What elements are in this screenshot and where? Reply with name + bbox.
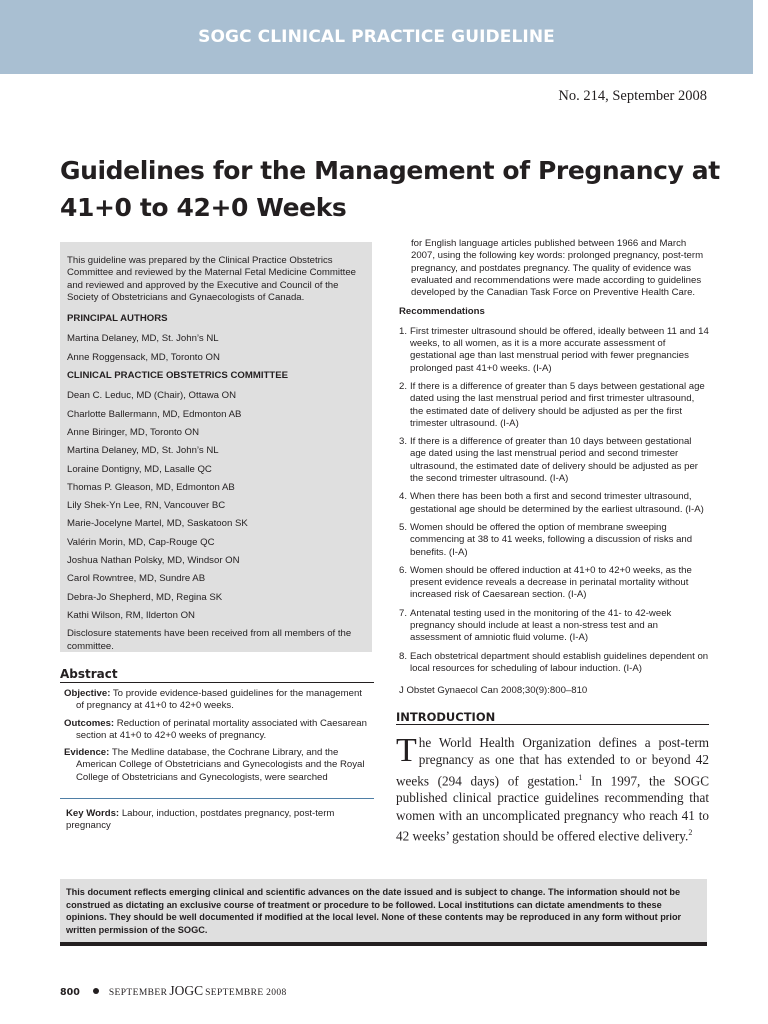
objective-text: To provide evidence-based guidelines for the management of pregnancy at 41+0 to 42+0 weeks.	[76, 688, 362, 712]
recommendations-list	[399, 326, 709, 675]
author-name: Martina Delaney, MD, St. John’s NL	[67, 333, 219, 345]
introduction-heading: INTRODUCTION	[396, 710, 496, 724]
recommendation-item	[399, 436, 709, 485]
evidence-continuation: for English language articles published between 1966 and March 2007, using the following key words: prolonged pregnancy, post-term pregnancy, and postdates pregnancy. The quality of evidence was evaluated and recommendations were made according to guidelines developed by the Canadian Task Force on Preventive Health Care.	[411, 238, 704, 299]
disclaimer-rule	[60, 942, 707, 946]
principal-authors-heading: PRINCIPAL AUTHORS	[67, 313, 168, 325]
reference-marker: 2	[688, 827, 693, 837]
abstract-heading: Abstract	[60, 667, 118, 681]
disclaimer-text: This document reflects emerging clinical and scientific advances on the date issued and is subject to change. The information should not be construed as dictating an exclusive course of treatment or procedure to be followed. Local institutions can dictate amendments to these opinions. They should be well documented if modified at the local level. None of these contents may be reproduced in any form without prior written permission of the SOGC.	[66, 887, 682, 935]
recommendation-number: 2.	[399, 380, 408, 392]
bullet-icon	[93, 988, 99, 994]
committee-member: Thomas P. Gleason, MD, Edmonton AB	[67, 481, 235, 493]
keywords-divider	[60, 798, 374, 799]
committee-member: Valérin Morin, MD, Cap-Rouge QC	[67, 536, 215, 548]
recommendation-item	[399, 651, 709, 676]
recommendation-number: 5.	[399, 521, 408, 533]
keywords-text: Labour, induction, postdates pregnancy, post-term pregnancy	[66, 808, 335, 832]
journal-citation: J Obstet Gynaecol Can 2008;30(9):800–810	[399, 685, 588, 697]
title-line-1: Guidelines for the Management of Pregnancy at	[60, 156, 720, 185]
issue-number: No. 214, September 2008	[558, 88, 707, 104]
abstract-body	[64, 688, 370, 789]
outcomes-text: Reduction of perinatal mortality associated with Caesarean section at 41+0 to 42+0 weeks of pregnancy.	[76, 717, 367, 741]
committee-member: Debra-Jo Shepherd, MD, Regina SK	[67, 591, 223, 603]
recommendations-heading: Recommendations	[399, 306, 485, 318]
recommendation-text: If there is a difference of greater than 5 days between gestational age dated using the last menstrual period and first trimester ultrasound, the estimated date of delivery should be adjusted as per the first trimester ultrasound. (I-A)	[410, 380, 705, 429]
committee-member: Loraine Dontigny, MD, Lasalle QC	[67, 463, 212, 475]
recommendation-number: 1.	[399, 325, 408, 337]
recommendation-item	[399, 608, 709, 645]
key-words	[66, 808, 366, 833]
footer-month-fr: SEPTEMBRE	[205, 988, 264, 998]
recommendation-item	[399, 381, 709, 430]
committee-member: Charlotte Ballermann, MD, Edmonton AB	[67, 408, 242, 420]
reference-marker: 1	[578, 772, 583, 782]
page-footer	[60, 983, 287, 999]
recommendation-number: 8.	[399, 650, 408, 662]
preparation-statement: This guideline was prepared by the Clinical Practice Obstetrics Committee and reviewed by the Maternal Fetal Medicine Committee and reviewed and approved by the Executive and Council of the Society of Obstetricians and Gynaecologists of Canada.	[67, 255, 357, 303]
recommendation-text: First trimester ultrasound should be offered, ideally between 11 and 14 weeks, to all women, as it is a more accurate assessment of gestational age than last menstrual period with fewer pregnancies prolonged past 41+0 weeks. (I-A)	[410, 325, 709, 374]
recommendation-item	[399, 522, 709, 559]
footer-journal: JOGC	[169, 983, 204, 998]
keywords-label: Key Words:	[66, 808, 120, 819]
recommendation-text: Each obstetrical department should establish guidelines dependent on local resources for scheduling of labour induction. (I-A)	[410, 650, 709, 674]
abstract-divider	[60, 682, 374, 683]
committee-member: Anne Biringer, MD, Toronto ON	[67, 426, 200, 438]
right-column	[399, 238, 709, 698]
recommendation-text: Antenatal testing used in the monitoring of the 41- to 42-week pregnancy should include at least a non-stress test and an assessment of amniotic fluid volume. (I-A)	[410, 607, 672, 644]
drop-cap: T	[396, 732, 417, 769]
committee-heading: CLINICAL PRACTICE OBSTETRICS COMMITTEE	[67, 370, 289, 382]
authors-box	[60, 242, 372, 652]
disclaimer-box	[60, 879, 707, 942]
disclosure-statement: Disclosure statements have been received from all members of the committee.	[67, 628, 352, 652]
title-line-2: 41+0 to 42+0 Weeks	[60, 193, 347, 222]
committee-member: Dean C. Leduc, MD (Chair), Ottawa ON	[67, 390, 237, 402]
recommendation-item	[399, 326, 709, 375]
committee-member: Lily Shek-Yn Lee, RN, Vancouver BC	[67, 500, 226, 512]
footer-month-en: SEPTEMBER	[108, 988, 168, 998]
recommendation-text: Women should be offered induction at 41+0 to 42+0 weeks, as the present evidence reveals a decrease in perinatal mortality without increased risk of Caesarean section. (I-A)	[410, 564, 692, 601]
abstract-evidence	[64, 747, 370, 784]
outcomes-label: Outcomes:	[64, 717, 115, 729]
header-band	[0, 0, 753, 74]
introduction-divider	[396, 724, 709, 725]
page-number: 800	[60, 987, 80, 998]
author-name: Anne Roggensack, MD, Toronto ON	[67, 351, 220, 363]
intro-text-part-2: In 1997, the SOGC published clinical practice guidelines recommending that women with an uncomplicated pregnancy who reach 41 to 42 weeks’ gestation should be offered elective delivery.	[396, 772, 710, 844]
recommendation-number: 3.	[399, 436, 408, 448]
document-title	[60, 152, 720, 226]
objective-label: Objective:	[64, 688, 111, 699]
recommendation-text: If there is a difference of greater than 10 days between gestational age dated using the last menstrual period and second trimester ultrasound, the estimated date of delivery should be adjusted as per the second trimester ultrasound. (I-A)	[410, 436, 698, 485]
introduction-text	[396, 734, 709, 845]
recommendation-text: When there has been both a first and second trimester ultrasound, gestational age should be determined by the earliest ultrasound. (I-A)	[410, 491, 704, 515]
committee-member: Marie-Jocelyne Martel, MD, Saskatoon SK	[67, 518, 248, 530]
evidence-text: The Medline database, the Cochrane Library, and the American College of Obstetricians and Gynecologists and the Royal College of Obstetricians and Gynecologists, were searched	[76, 747, 365, 783]
series-title: SOGC CLINICAL PRACTICE GUIDELINE	[198, 27, 555, 47]
abstract-outcomes	[64, 718, 370, 743]
intro-text-part-1: he World Health Organization defines a post-term pregnancy as one that has extended to or beyond 42 weeks (294 days) of gestation.	[396, 735, 709, 788]
footer-year: 2008	[266, 988, 287, 998]
abstract-objective	[64, 688, 370, 713]
recommendation-item	[399, 565, 709, 602]
committee-member: Joshua Nathan Polsky, MD, Windsor ON	[67, 555, 240, 567]
recommendation-number: 7.	[399, 607, 408, 619]
recommendation-text: Women should be offered the option of membrane sweeping commencing at 38 to 41 weeks, following a discussion of risks and benefits. (I-A)	[410, 521, 693, 558]
committee-member: Martina Delaney, MD, St. John’s NL	[67, 445, 219, 457]
recommendation-item	[399, 491, 709, 516]
committee-member: Kathi Wilson, RM, Ilderton ON	[67, 609, 195, 621]
committee-member: Carol Rowntree, MD, Sundre AB	[67, 573, 206, 585]
recommendation-number: 6.	[399, 564, 408, 576]
recommendation-number: 4.	[399, 491, 408, 503]
evidence-label: Evidence:	[64, 747, 110, 759]
